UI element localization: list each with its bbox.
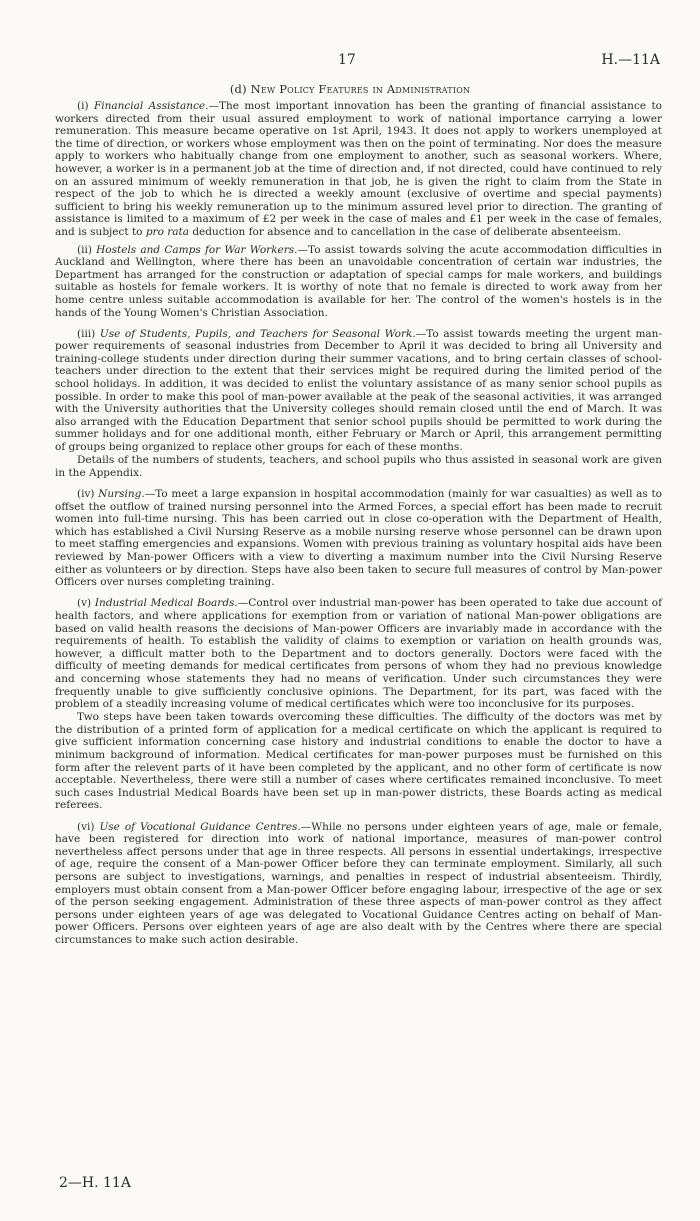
paragraph-industrial-medical-boards <box>55 597 662 710</box>
page-footer-signature: 2—H. 11A <box>59 1175 131 1191</box>
document-reference: H.—11A <box>601 52 660 68</box>
paragraph-vocational-guidance <box>55 821 662 947</box>
paragraph-text: Details of the numbers of students, teachers, and school pupils who thus assisted in seasonal work are given in the Appendix. <box>55 454 662 479</box>
paragraph-title: Hostels and Camps for War Workers. <box>96 243 298 256</box>
paragraph-number: (i) <box>77 100 89 112</box>
paragraph-title: Use of Students, Pupils, and Teachers for Seasonal Work. <box>99 327 416 340</box>
paragraph-text: Two steps have been taken towards overcoming these difficulties. The difficulty of the doctors was met by the distribution of a printed form of application for a medical certificate on which the applicant is required to give sufficient information concerning case history and industrial conditions to enable the doctor to have a minimum background of information. Medical certificates for man-power purposes must be furnished on this form after the relevent parts of it have been completed by the applicant, and no other form of certificate is now acceptable. Nevertheless, there were still a number of cases where certificates remained inconclusive. To meet such cases Industrial Medical Boards have been set up in man-power districts, these Boards acting as medical referees. <box>55 711 662 812</box>
paragraph-number: (ii) <box>77 243 92 256</box>
body-text <box>55 100 662 955</box>
page-header <box>0 52 700 72</box>
section-heading-title: New Policy Features in Administration <box>250 82 471 96</box>
section-heading-prefix: (d) <box>229 82 247 96</box>
paragraph-text: —To assist towards meeting the urgent man-power requirements of seasonal industries from December to April it was decided to bring all University and training-college students under direction during their summer vacations, and to bring certain classes of school-teachers under direction to the extent that their services might be required during the limited period of the school holidays. In addition, it was decided to enlist the voluntary assistance of as many senior school pupils as possible. In order to make this pool of man-power available at the peak of the seasonal activities, it was arranged with the University authorities that the University colleges should remain closed until the end of March. It was also arranged with the Education Department that senior school pupils should be permitted to work during the summer holidays and for one additional month, either February or March or April, this arrangement permitting of groups being organized to replace other groups for each of these months. <box>55 327 662 454</box>
paragraph-number: (iii) <box>77 327 96 340</box>
page-number: 17 <box>338 52 356 68</box>
paragraph-title: Financial Assistance. <box>93 100 209 112</box>
paragraph-title: Use of Vocational Guidance Centres. <box>99 820 301 833</box>
paragraph-text-continued: deduction for absence and to cancellation in the case of deliberate absenteeism. <box>189 225 622 238</box>
paragraph-text: —The most important innovation has been the granting of financial assistance to workers directed from their usual assured employment to work of national importance carrying a lower remuneration. This measure became operative on 1st April, 1943. It does not apply to workers unemployed at the time of direction, or workers whose employment was then on the point of terminating. Nor does the measure apply to workers who habitually change from one employment to another, such as seasonal workers. Where, however, a worker is in a permanent job at the time of direction and, if not directed, could have continued to rely on an assured minimum of weekly remuneration in that job, he is given the right to claim from the State in respect of the job to which he is directed a weekly amount (exclusive of overtime and special payments) sufficient to bring his weekly remuneration up to the minimum assured level prior to direction. The granting of assistance is limited to a maximum of £2 per week in the case of males and £1 per week in the case of females, and is subject to <box>55 100 662 238</box>
paragraph-text: —Control over industrial man-power has been operated to take due account of health factors, and where applications for exemption from or variation of national Man-power obligations are based on valid health reasons the decisions of Man-power Officers are invariably made in accordance with the requirements of health. To establish the validity of claims to exemption or variation on health grounds was, however, a difficult matter both to the Department and to doctors generally. Doctors were faced with the difficulty of meeting demands for medical certificates from persons of whom they had no previous knowledge and concerning whose statements they had no means of verification. Under such circumstances they were frequently unable to give sufficiently conclusive opinions. The Department, for its part, was faced with the problem of a steadily increasing volume of medical certificates which were too inconclusive for its purposes. <box>55 597 662 711</box>
paragraph-text: —While no persons under eighteen years of age, male or female, have been registered for direction into work of national importance, measures of man-power control nevertheless affect persons under that age in three respects. All persons in essential undertakings, irrespective of age, require the consent of a Man-power Officer before they can terminate employment. Similarly, all such persons are subject to investigations, warnings, and penalties in respect of industrial absenteeism. Thirdly, employers must obtain consent from a Man-power Officer before engaging labour, irrespective of the age or sex of the person seeking engagement. Administration of these three aspects of man-power control as they affect persons under eighteen years of age was delegated to Vocational Guidance Centres acting on behalf of Man-power Officers. Persons over eighteen years of age are also dealt with by the Centres where there are special circumstances to make such action desirable. <box>55 820 662 946</box>
paragraph-students-pupils-teachers <box>55 328 662 454</box>
paragraph-emphasis: pro rata <box>145 225 189 238</box>
paragraph-text: —To assist towards solving the acute accommodation difficulties in Auckland and Wellington, where there has been an unavoidable concentration of certain war industries, the Department has arranged for the construction or adaptation of special camps for male workers, and buildings suitable as hostels for female workers. It is worthy of note that no female is directed to work away from her home centre unless suitable accommodation is available for her. The control of the women's hostels is in the hands of the Young Women's Christian Association. <box>55 243 662 319</box>
section-heading <box>0 82 700 96</box>
paragraph-number: (vi) <box>77 820 95 833</box>
paragraph-title: Nursing. <box>98 488 145 500</box>
paragraph-nursing <box>55 488 662 589</box>
paragraph-number: (v) <box>77 597 92 610</box>
paragraph-title: Industrial Medical Boards. <box>94 597 238 610</box>
paragraph-text: —To meet a large expansion in hospital accommodation (mainly for war casualties) as well as to offset the outflow of trained nursing personnel into the Armed Forces, a special effort has been made to recruit women into full-time nursing. This has been carried out in close co-operation with the Department of Health, which has established a Civil Nursing Reserve as a mobile nursing reserve whose personnel can be drawn upon to meet staffing emergencies and expansions. Women with previous training as voluntary hospital aids have been reviewed by Man-power Officers with a view to diverting a maximum number into the Civil Nursing Reserve either as volunteers or by direction. Steps have also been taken to secure full measures of control by Man-power Officers over nurses completing training. <box>55 488 662 589</box>
paragraph-financial-assistance <box>55 100 662 239</box>
paragraph-number: (iv) <box>77 488 95 500</box>
paragraph-hostels-and-camps <box>55 244 662 320</box>
paragraph-two-steps <box>55 711 662 812</box>
paragraph-appendix-note <box>55 454 662 479</box>
